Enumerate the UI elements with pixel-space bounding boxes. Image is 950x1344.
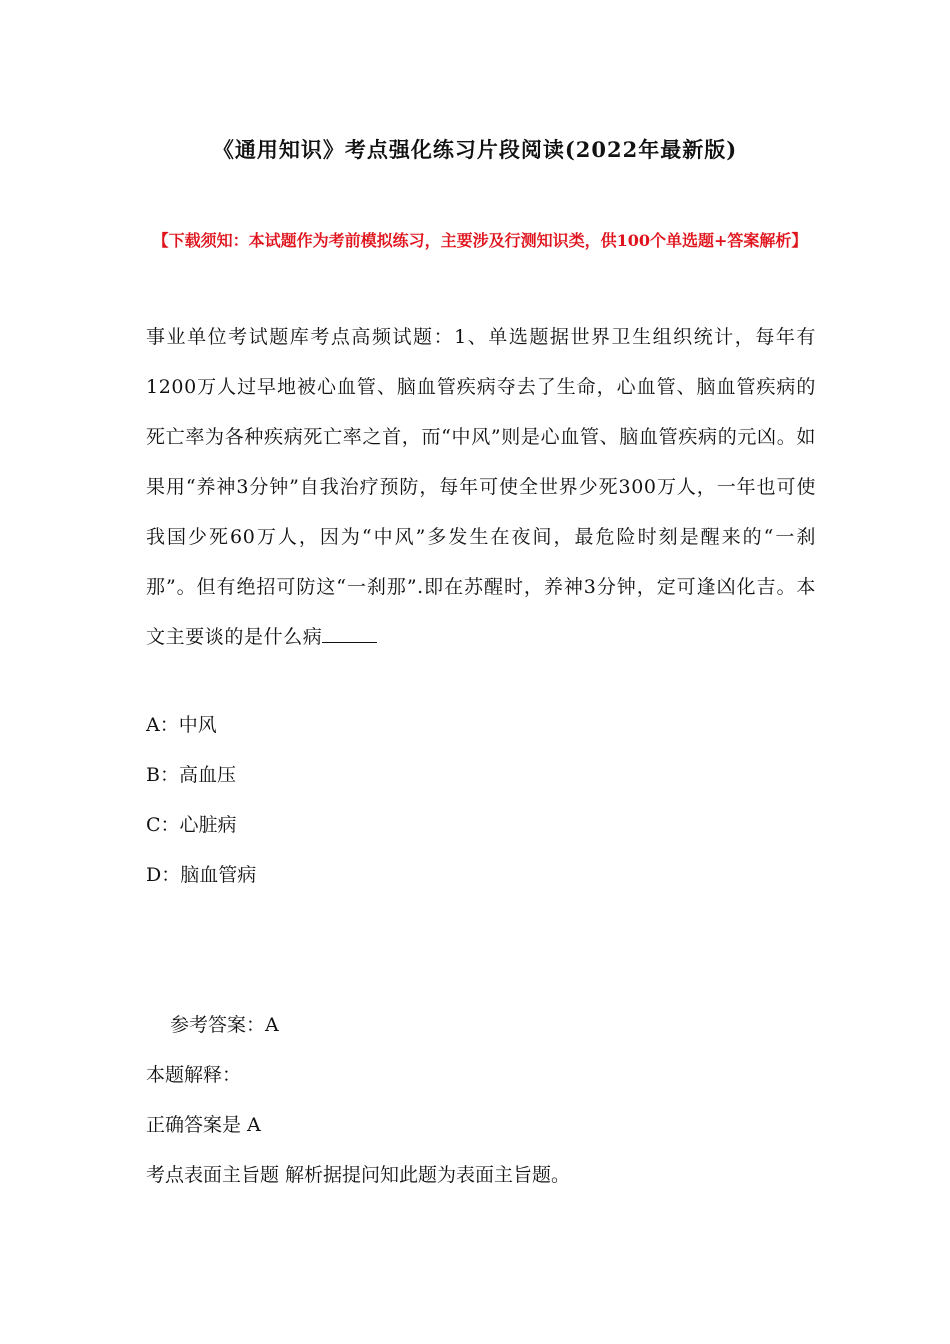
answer-blank: [322, 624, 377, 643]
question-block: [146, 312, 816, 662]
option-d: D：脑血管病: [146, 864, 257, 886]
options-list: [146, 700, 256, 900]
correct-answer: 正确答案是 A: [146, 1114, 261, 1136]
option-c: C：心脏病: [146, 814, 237, 836]
option-a: A：中风: [146, 714, 217, 736]
reference-answer: 参考答案：A: [170, 1014, 279, 1036]
explanation-label: 本题解释：: [146, 1064, 242, 1086]
answer-section: [146, 1000, 570, 1200]
option-b: B：高血压: [146, 764, 236, 786]
download-notice: 【下载须知：本试题作为考前模拟练习，主要涉及行测知识类，供100个单选题+答案解析】: [152, 231, 808, 250]
analysis-text: 考点表面主旨题 解析据提问知此题为表面主旨题。: [146, 1164, 571, 1186]
question-text: 事业单位考试题库考点高频试题：1、单选题据世界卫生组织统计，每年有1200万人过早地被心血管、脑血管疾病夺去了生命，心血管、脑血管疾病的死亡率为各种疾病死亡率之首，而“中风”则是心血管、脑血管疾病的元凶。如果用“养神3分钟”自我治疗预防，每年可使全世界少死300万人，一年也可使我国少死60万人，因为“中风”多发生在夜间，最危险时刻是醒来的“一刹那”。但有绝招可防这“一刹那”.即在苏醒时，养神3分钟，定可逢凶化吉。本文主要谈的是什么病: [146, 326, 816, 648]
document-title: 《通用知识》考点强化练习片段阅读(2022年最新版): [212, 137, 738, 162]
